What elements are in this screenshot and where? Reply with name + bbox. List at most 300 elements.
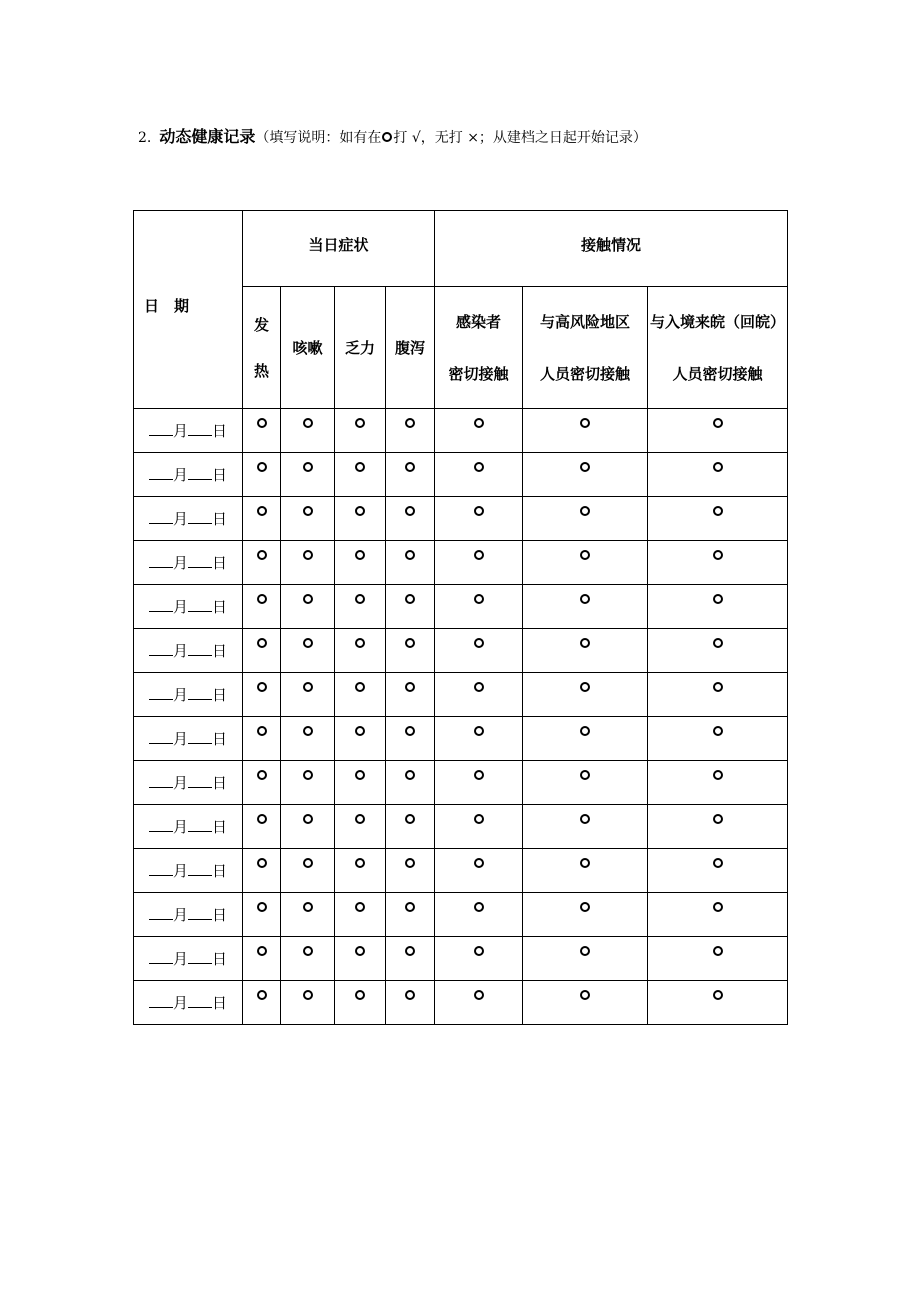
day-label: 日 (212, 642, 228, 660)
month-label: 月 (172, 862, 188, 880)
infected-contact-header-line2: 密切接触 (448, 364, 509, 383)
ring-checkbox-icon[interactable] (713, 506, 723, 516)
date-cell (134, 541, 243, 585)
ring-checkbox-icon[interactable] (257, 946, 267, 956)
checkbox-cell (523, 849, 648, 893)
checkbox-cell (335, 893, 386, 937)
month-label: 月 (172, 554, 188, 572)
ring-checkbox-icon[interactable] (713, 418, 723, 428)
checkbox-cell (243, 409, 281, 453)
checkbox-cell (243, 805, 281, 849)
checkbox-cell (523, 761, 648, 805)
ring-checkbox-icon[interactable] (713, 814, 723, 824)
ring-checkbox-icon[interactable] (580, 770, 590, 780)
ring-checkbox-icon[interactable] (405, 682, 415, 692)
date-cell (134, 629, 243, 673)
ring-checkbox-icon[interactable] (303, 638, 313, 648)
checkbox-cell (523, 409, 648, 453)
month-blank[interactable] (149, 553, 173, 568)
ring-checkbox-icon[interactable] (303, 770, 313, 780)
ring-checkbox-icon[interactable] (580, 902, 590, 912)
ring-checkbox-icon[interactable] (355, 770, 365, 780)
ring-checkbox-icon[interactable] (257, 682, 267, 692)
table-row (134, 497, 788, 541)
checkbox-cell (281, 541, 335, 585)
table-row (134, 585, 788, 629)
day-label: 日 (212, 730, 228, 748)
checkbox-cell (435, 541, 523, 585)
ring-checkbox-icon[interactable] (405, 506, 415, 516)
ring-checkbox-icon[interactable] (303, 858, 313, 868)
checkbox-cell (281, 673, 335, 717)
ring-checkbox-icon[interactable] (355, 594, 365, 604)
ring-checkbox-icon[interactable] (303, 506, 313, 516)
day-blank[interactable] (188, 729, 212, 744)
day-label: 日 (212, 906, 228, 924)
ring-checkbox-icon[interactable] (474, 638, 484, 648)
table-row (134, 981, 788, 1025)
ring-checkbox-icon[interactable] (355, 682, 365, 692)
ring-checkbox-icon[interactable] (474, 990, 484, 1000)
ring-checkbox-icon[interactable] (355, 418, 365, 428)
checkbox-cell (335, 673, 386, 717)
checkbox-cell (648, 937, 788, 981)
checkbox-cell (435, 981, 523, 1025)
ring-checkbox-icon[interactable] (474, 418, 484, 428)
checkbox-cell (648, 541, 788, 585)
month-label: 月 (172, 422, 188, 440)
table-row (134, 673, 788, 717)
ring-checkbox-icon[interactable] (303, 550, 313, 560)
ring-checkbox-icon[interactable] (355, 506, 365, 516)
table-row (134, 453, 788, 497)
day-label: 日 (212, 862, 228, 880)
ring-checkbox-icon[interactable] (580, 814, 590, 824)
ring-checkbox-icon[interactable] (474, 594, 484, 604)
ring-checkbox-icon[interactable] (303, 946, 313, 956)
ring-checkbox-icon[interactable] (713, 902, 723, 912)
checkbox-cell (281, 585, 335, 629)
ring-checkbox-icon[interactable] (355, 550, 365, 560)
ring-checkbox-icon[interactable] (355, 946, 365, 956)
checkbox-cell (281, 717, 335, 761)
checkbox-cell (281, 409, 335, 453)
checkbox-cell (243, 761, 281, 805)
ring-checkbox-icon[interactable] (474, 858, 484, 868)
ring-checkbox-icon[interactable] (257, 638, 267, 648)
inbound-contact-header-line2: 人员密切接触 (672, 364, 763, 383)
month-label: 月 (172, 730, 188, 748)
checkbox-cell (648, 409, 788, 453)
ring-checkbox-icon[interactable] (474, 506, 484, 516)
ring-checkbox-icon[interactable] (303, 902, 313, 912)
checkbox-cell (243, 937, 281, 981)
month-label: 月 (172, 642, 188, 660)
day-label: 日 (212, 466, 228, 484)
ring-checkbox-icon[interactable] (580, 550, 590, 560)
day-blank[interactable] (188, 553, 212, 568)
day-blank[interactable] (188, 421, 212, 436)
month-label: 月 (172, 774, 188, 792)
date-cell (134, 805, 243, 849)
ring-checkbox-icon[interactable] (405, 638, 415, 648)
infected-contact-column-header (435, 287, 523, 409)
checkbox-cell (243, 981, 281, 1025)
day-blank[interactable] (188, 685, 212, 700)
checkbox-cell (435, 673, 523, 717)
fever-header-line1: 发 (253, 315, 269, 334)
checkbox-cell (435, 497, 523, 541)
ring-checkbox-icon[interactable] (405, 462, 415, 472)
ring-checkbox-icon[interactable] (474, 770, 484, 780)
day-blank[interactable] (188, 993, 212, 1008)
ring-checkbox-icon[interactable] (257, 594, 267, 604)
month-blank[interactable] (149, 685, 173, 700)
diarrhea-column-header: 腹泻 (386, 287, 435, 409)
ring-checkbox-icon[interactable] (355, 462, 365, 472)
table-row (134, 541, 788, 585)
checkbox-cell (648, 717, 788, 761)
month-blank[interactable] (149, 773, 173, 788)
checkbox-cell (335, 497, 386, 541)
checkbox-cell (335, 409, 386, 453)
checkbox-cell (281, 761, 335, 805)
day-blank[interactable] (188, 773, 212, 788)
ring-checkbox-icon[interactable] (713, 726, 723, 736)
checkbox-cell (335, 849, 386, 893)
ring-checkbox-icon[interactable] (303, 594, 313, 604)
ring-checkbox-icon[interactable] (355, 858, 365, 868)
day-label: 日 (212, 950, 228, 968)
ring-checkbox-icon[interactable] (580, 946, 590, 956)
checkbox-cell (281, 629, 335, 673)
ring-checkbox-icon[interactable] (474, 814, 484, 824)
checkbox-cell (386, 717, 435, 761)
fill-instructions (255, 130, 647, 146)
checkbox-cell (335, 761, 386, 805)
checkbox-cell (523, 893, 648, 937)
month-blank[interactable] (149, 949, 173, 964)
ring-checkbox-icon[interactable] (713, 594, 723, 604)
ring-checkbox-icon[interactable] (474, 902, 484, 912)
checkbox-cell (435, 585, 523, 629)
section-title: 动态健康记录 (159, 127, 256, 146)
checkbox-cell (386, 937, 435, 981)
checkbox-cell (386, 849, 435, 893)
checkbox-cell (648, 981, 788, 1025)
checkbox-cell (648, 673, 788, 717)
checkbox-cell (648, 497, 788, 541)
table-row (134, 761, 788, 805)
ring-checkbox-icon[interactable] (713, 682, 723, 692)
checkbox-cell (386, 981, 435, 1025)
ring-checkbox-icon[interactable] (355, 902, 365, 912)
checkbox-cell (386, 409, 435, 453)
ring-checkbox-icon[interactable] (405, 594, 415, 604)
checkbox-cell (335, 937, 386, 981)
ring-checkbox-icon[interactable] (713, 638, 723, 648)
ring-checkbox-icon[interactable] (303, 418, 313, 428)
fill-instructions-suffix: 打 √，无打 ×；从建档之日起开始记录） (393, 130, 647, 146)
month-blank[interactable] (149, 905, 173, 920)
table-row (134, 849, 788, 893)
checkbox-cell (243, 849, 281, 893)
date-cell (134, 717, 243, 761)
checkbox-cell (281, 497, 335, 541)
month-label: 月 (172, 818, 188, 836)
day-blank[interactable] (188, 949, 212, 964)
checkbox-cell (281, 849, 335, 893)
checkbox-cell (523, 673, 648, 717)
checkbox-cell (648, 585, 788, 629)
checkbox-cell (435, 453, 523, 497)
checkbox-cell (386, 673, 435, 717)
day-label: 日 (212, 818, 228, 836)
checkbox-cell (386, 497, 435, 541)
checkbox-cell (335, 541, 386, 585)
table-row (134, 717, 788, 761)
ring-checkbox-icon[interactable] (474, 726, 484, 736)
ring-checkbox-icon[interactable] (303, 726, 313, 736)
checkbox-cell (281, 453, 335, 497)
day-blank[interactable] (188, 905, 212, 920)
checkbox-cell (523, 453, 648, 497)
cough-column-header: 咳嗽 (281, 287, 335, 409)
checkbox-cell (523, 717, 648, 761)
ring-checkbox-icon[interactable] (257, 550, 267, 560)
day-blank[interactable] (188, 817, 212, 832)
ring-checkbox-icon[interactable] (303, 682, 313, 692)
checkbox-cell (435, 849, 523, 893)
high-risk-contact-column-header (523, 287, 648, 409)
ring-checkbox-icon[interactable] (474, 462, 484, 472)
fever-column-header (243, 287, 281, 409)
checkbox-cell (243, 497, 281, 541)
month-blank[interactable] (149, 993, 173, 1008)
checkbox-cell (523, 497, 648, 541)
section-heading (138, 126, 647, 149)
checkbox-cell (523, 805, 648, 849)
date-cell (134, 937, 243, 981)
checkbox-cell (335, 805, 386, 849)
ring-checkbox-icon[interactable] (405, 418, 415, 428)
day-blank[interactable] (188, 861, 212, 876)
day-blank[interactable] (188, 465, 212, 480)
checkbox-cell (435, 937, 523, 981)
table-row (134, 805, 788, 849)
checkbox-cell (523, 937, 648, 981)
ring-checkbox-icon[interactable] (405, 550, 415, 560)
ring-checkbox-icon[interactable] (405, 770, 415, 780)
ring-checkbox-icon[interactable] (355, 726, 365, 736)
ring-checkbox-icon[interactable] (257, 462, 267, 472)
checkbox-cell (523, 629, 648, 673)
ring-checkbox-icon (382, 132, 392, 142)
day-label: 日 (212, 994, 228, 1012)
ring-checkbox-icon[interactable] (713, 990, 723, 1000)
ring-checkbox-icon[interactable] (713, 946, 723, 956)
day-label: 日 (212, 510, 228, 528)
header-row-groups (134, 211, 788, 287)
ring-checkbox-icon[interactable] (474, 682, 484, 692)
fever-header-line2: 热 (253, 361, 269, 380)
checkbox-cell (281, 805, 335, 849)
ring-checkbox-icon[interactable] (580, 594, 590, 604)
day-blank[interactable] (188, 597, 212, 612)
checkbox-cell (243, 893, 281, 937)
ring-checkbox-icon[interactable] (713, 858, 723, 868)
ring-checkbox-icon[interactable] (713, 770, 723, 780)
checkbox-cell (523, 981, 648, 1025)
ring-checkbox-icon[interactable] (580, 990, 590, 1000)
month-label: 月 (172, 906, 188, 924)
ring-checkbox-icon[interactable] (580, 418, 590, 428)
fill-instructions-prefix: （填写说明：如有在 (255, 130, 382, 146)
table-row (134, 409, 788, 453)
checkbox-cell (435, 409, 523, 453)
month-label: 月 (172, 466, 188, 484)
checkbox-cell (386, 453, 435, 497)
ring-checkbox-icon[interactable] (257, 902, 267, 912)
date-cell (134, 585, 243, 629)
checkbox-cell (335, 717, 386, 761)
ring-checkbox-icon[interactable] (580, 462, 590, 472)
checkbox-cell (386, 761, 435, 805)
month-label: 月 (172, 510, 188, 528)
date-column-header: 日 期 (134, 211, 243, 409)
checkbox-cell (243, 453, 281, 497)
ring-checkbox-icon[interactable] (257, 858, 267, 868)
month-blank[interactable] (149, 597, 173, 612)
ring-checkbox-icon[interactable] (580, 682, 590, 692)
checkbox-cell (648, 761, 788, 805)
checkbox-cell (648, 453, 788, 497)
day-blank[interactable] (188, 641, 212, 656)
month-blank[interactable] (149, 509, 173, 524)
checkbox-cell (386, 585, 435, 629)
ring-checkbox-icon[interactable] (405, 726, 415, 736)
checkbox-cell (281, 937, 335, 981)
checkbox-cell (243, 629, 281, 673)
high-risk-contact-header-line2: 人员密切接触 (539, 364, 630, 383)
checkbox-cell (243, 541, 281, 585)
ring-checkbox-icon[interactable] (355, 990, 365, 1000)
ring-checkbox-icon[interactable] (405, 902, 415, 912)
month-blank[interactable] (149, 817, 173, 832)
ring-checkbox-icon[interactable] (474, 946, 484, 956)
ring-checkbox-icon[interactable] (580, 506, 590, 516)
checkbox-cell (335, 585, 386, 629)
ring-checkbox-icon[interactable] (303, 462, 313, 472)
ring-checkbox-icon[interactable] (257, 506, 267, 516)
ring-checkbox-icon[interactable] (257, 990, 267, 1000)
checkbox-cell (386, 893, 435, 937)
ring-checkbox-icon[interactable] (713, 462, 723, 472)
checkbox-cell (281, 893, 335, 937)
month-label: 月 (172, 950, 188, 968)
inbound-contact-header-line1: 与入境来皖（回皖） (649, 312, 785, 331)
ring-checkbox-icon[interactable] (303, 990, 313, 1000)
ring-checkbox-icon[interactable] (474, 550, 484, 560)
checkbox-cell (335, 629, 386, 673)
checkbox-cell (243, 717, 281, 761)
checkbox-cell (435, 805, 523, 849)
section-number: 2. (138, 130, 152, 146)
ring-checkbox-icon[interactable] (580, 638, 590, 648)
ring-checkbox-icon[interactable] (257, 726, 267, 736)
ring-checkbox-icon[interactable] (713, 550, 723, 560)
ring-checkbox-icon[interactable] (580, 858, 590, 868)
checkbox-cell (435, 761, 523, 805)
day-label: 日 (212, 774, 228, 792)
checkbox-cell (435, 893, 523, 937)
checkbox-cell (435, 629, 523, 673)
ring-checkbox-icon[interactable] (405, 990, 415, 1000)
ring-checkbox-icon[interactable] (405, 814, 415, 824)
checkbox-cell (281, 981, 335, 1025)
day-blank[interactable] (188, 509, 212, 524)
checkbox-cell (648, 629, 788, 673)
checkbox-cell (386, 805, 435, 849)
checkbox-cell (435, 717, 523, 761)
month-label: 月 (172, 686, 188, 704)
checkbox-cell (648, 849, 788, 893)
day-label: 日 (212, 598, 228, 616)
high-risk-contact-header-line1: 与高风险地区 (539, 312, 630, 331)
ring-checkbox-icon[interactable] (303, 814, 313, 824)
checkbox-cell (648, 805, 788, 849)
date-cell (134, 849, 243, 893)
checkbox-cell (335, 981, 386, 1025)
month-blank[interactable] (149, 729, 173, 744)
date-cell (134, 673, 243, 717)
date-cell (134, 893, 243, 937)
month-blank[interactable] (149, 421, 173, 436)
ring-checkbox-icon[interactable] (257, 814, 267, 824)
date-cell (134, 409, 243, 453)
inbound-contact-column-header (648, 287, 788, 409)
ring-checkbox-icon[interactable] (257, 418, 267, 428)
month-blank[interactable] (149, 641, 173, 656)
ring-checkbox-icon[interactable] (257, 770, 267, 780)
checkbox-cell (243, 585, 281, 629)
checkbox-cell (335, 453, 386, 497)
month-blank[interactable] (149, 465, 173, 480)
checkbox-cell (386, 629, 435, 673)
date-cell (134, 981, 243, 1025)
day-label: 日 (212, 686, 228, 704)
ring-checkbox-icon[interactable] (580, 726, 590, 736)
month-blank[interactable] (149, 861, 173, 876)
day-label: 日 (212, 554, 228, 572)
table-row (134, 893, 788, 937)
ring-checkbox-icon[interactable] (355, 638, 365, 648)
checkbox-cell (523, 541, 648, 585)
month-label: 月 (172, 994, 188, 1012)
symptoms-group-header: 当日症状 (243, 211, 435, 287)
ring-checkbox-icon[interactable] (355, 814, 365, 824)
checkbox-cell (386, 541, 435, 585)
checkbox-cell (648, 893, 788, 937)
ring-checkbox-icon[interactable] (405, 946, 415, 956)
contact-group-header: 接触情况 (435, 211, 788, 287)
checkbox-cell (243, 673, 281, 717)
month-label: 月 (172, 598, 188, 616)
ring-checkbox-icon[interactable] (405, 858, 415, 868)
health-record-table (133, 210, 788, 1025)
infected-contact-header-line1: 感染者 (455, 312, 501, 331)
date-cell (134, 453, 243, 497)
